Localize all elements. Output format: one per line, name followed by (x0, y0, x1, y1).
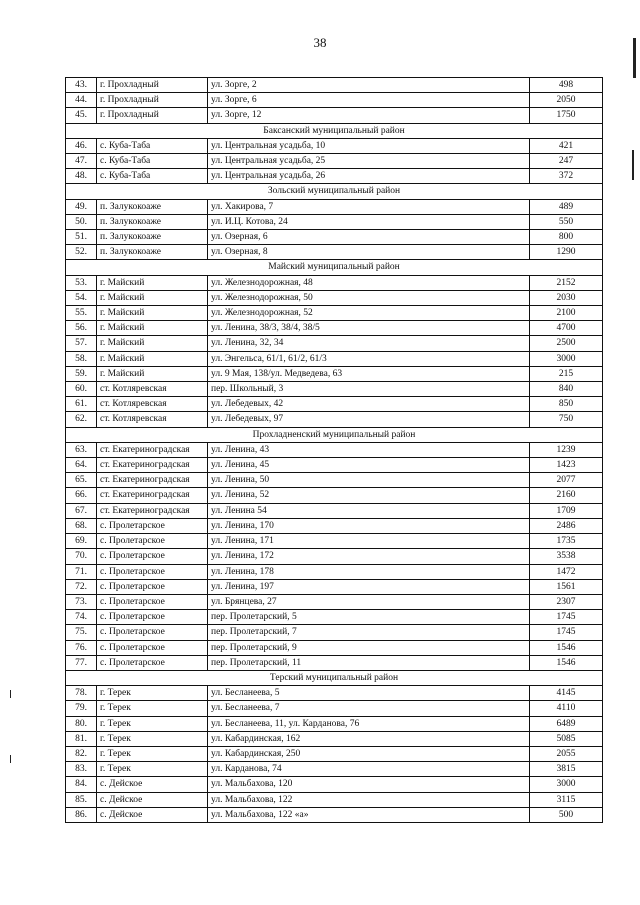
table-row (66, 199, 603, 214)
address-cell: ул. Лебедевых, 42 (208, 397, 530, 412)
value-cell: 3115 (530, 792, 603, 807)
address-cell: ул. Зорге, 6 (208, 93, 530, 108)
row-number: 59. (66, 366, 97, 381)
table-row (66, 458, 603, 473)
address-cell: ул. Ленина, 38/3, 38/4, 38/5 (208, 321, 530, 336)
row-number: 60. (66, 382, 97, 397)
value-cell: 2100 (530, 306, 603, 321)
settlement-cell: с. Пролетарское (97, 564, 208, 579)
row-number: 44. (66, 93, 97, 108)
row-number: 52. (66, 245, 97, 260)
address-cell: ул. Мальбахова, 120 (208, 777, 530, 792)
settlement-cell: с. Куба-Таба (97, 154, 208, 169)
row-number: 64. (66, 458, 97, 473)
table-row (66, 321, 603, 336)
table-row (66, 503, 603, 518)
district-header-row (66, 184, 603, 199)
address-cell: пер. Пролетарский, 5 (208, 610, 530, 625)
value-cell: 2307 (530, 594, 603, 609)
table-row (66, 655, 603, 670)
value-cell: 6489 (530, 716, 603, 731)
row-number: 48. (66, 169, 97, 184)
value-cell: 500 (530, 807, 603, 822)
settlement-cell: г. Терек (97, 731, 208, 746)
table-row (66, 336, 603, 351)
table-row (66, 245, 603, 260)
address-cell: ул. Карданова, 74 (208, 762, 530, 777)
row-number: 50. (66, 214, 97, 229)
settlement-cell: г. Майский (97, 336, 208, 351)
row-number: 83. (66, 762, 97, 777)
row-number: 62. (66, 412, 97, 427)
settlement-cell: г. Терек (97, 701, 208, 716)
row-number: 84. (66, 777, 97, 792)
row-number: 77. (66, 655, 97, 670)
value-cell: 550 (530, 214, 603, 229)
table-row (66, 397, 603, 412)
row-number: 82. (66, 746, 97, 761)
address-cell: ул. Ленина, 45 (208, 458, 530, 473)
row-number: 61. (66, 397, 97, 412)
row-number: 43. (66, 78, 97, 93)
value-cell: 850 (530, 397, 603, 412)
row-number: 53. (66, 275, 97, 290)
table-row (66, 564, 603, 579)
address-cell: ул. Брянцева, 27 (208, 594, 530, 609)
address-cell: ул. Железнодорожная, 52 (208, 306, 530, 321)
row-number: 47. (66, 154, 97, 169)
table-row (66, 382, 603, 397)
table-row (66, 366, 603, 381)
table-row (66, 594, 603, 609)
settlement-cell: с. Пролетарское (97, 518, 208, 533)
table-row (66, 701, 603, 716)
value-cell: 3000 (530, 351, 603, 366)
value-cell: 1745 (530, 625, 603, 640)
settlement-cell: г. Майский (97, 351, 208, 366)
row-number: 79. (66, 701, 97, 716)
row-number: 56. (66, 321, 97, 336)
settlement-cell: г. Майский (97, 366, 208, 381)
row-number: 55. (66, 306, 97, 321)
address-cell: ул. Бесланеева, 5 (208, 686, 530, 701)
settlement-cell: с. Дейское (97, 807, 208, 822)
address-cell: ул. Мальбахова, 122 (208, 792, 530, 807)
value-cell: 1546 (530, 655, 603, 670)
value-cell: 1745 (530, 610, 603, 625)
value-cell: 1735 (530, 534, 603, 549)
settlement-cell: ст. Екатериноградская (97, 473, 208, 488)
address-cell: ул. Ленина, 50 (208, 473, 530, 488)
value-cell: 2486 (530, 518, 603, 533)
value-cell: 1561 (530, 579, 603, 594)
address-cell: ул. Озерная, 8 (208, 245, 530, 260)
scan-edge-mark (10, 755, 11, 763)
row-number: 80. (66, 716, 97, 731)
table-row (66, 610, 603, 625)
row-number: 81. (66, 731, 97, 746)
district-header-row (66, 260, 603, 275)
table-row (66, 746, 603, 761)
settlement-cell: г. Майский (97, 321, 208, 336)
scan-edge-mark (632, 150, 634, 180)
value-cell: 1709 (530, 503, 603, 518)
row-number: 72. (66, 579, 97, 594)
address-cell: ул. Лебедевых, 97 (208, 412, 530, 427)
value-cell: 2055 (530, 746, 603, 761)
row-number: 45. (66, 108, 97, 123)
table-row (66, 518, 603, 533)
settlement-cell: с. Куба-Таба (97, 169, 208, 184)
settlement-cell: с. Пролетарское (97, 625, 208, 640)
address-cell: ул. Ленина, 43 (208, 442, 530, 457)
address-cell: ул. Центральная усадьба, 26 (208, 169, 530, 184)
settlement-cell: г. Терек (97, 762, 208, 777)
address-cell: ул. Озерная, 6 (208, 230, 530, 245)
table-row (66, 108, 603, 123)
table-row (66, 549, 603, 564)
value-cell: 4700 (530, 321, 603, 336)
address-cell: ул. Зорге, 12 (208, 108, 530, 123)
value-cell: 3538 (530, 549, 603, 564)
table-row (66, 777, 603, 792)
table-row (66, 78, 603, 93)
address-cell: ул. Железнодорожная, 48 (208, 275, 530, 290)
address-cell: ул. Кабардинская, 162 (208, 731, 530, 746)
address-cell: ул. Ленина, 52 (208, 488, 530, 503)
table-row (66, 762, 603, 777)
district-header-row (66, 427, 603, 442)
address-cell: ул. Зорге, 2 (208, 78, 530, 93)
address-cell: ул. Бесланеева, 11, ул. Карданова, 76 (208, 716, 530, 731)
settlement-cell: г. Терек (97, 746, 208, 761)
settlement-cell: г. Прохладный (97, 78, 208, 93)
settlement-cell: г. Майский (97, 290, 208, 305)
row-number: 57. (66, 336, 97, 351)
settlement-cell: ст. Екатериноградская (97, 458, 208, 473)
value-cell: 1546 (530, 640, 603, 655)
value-cell: 2500 (530, 336, 603, 351)
district-title: Терский муниципальный район (66, 670, 603, 685)
settlement-cell: с. Дейское (97, 792, 208, 807)
address-cell: ул. Ленина, 32, 34 (208, 336, 530, 351)
address-cell: пер. Пролетарский, 11 (208, 655, 530, 670)
row-number: 66. (66, 488, 97, 503)
row-number: 73. (66, 594, 97, 609)
value-cell: 215 (530, 366, 603, 381)
value-cell: 750 (530, 412, 603, 427)
address-cell: ул. Ленина, 171 (208, 534, 530, 549)
row-number: 65. (66, 473, 97, 488)
table-row (66, 169, 603, 184)
housing-registry-table (65, 77, 603, 823)
address-cell: ул. Мальбахова, 122 «а» (208, 807, 530, 822)
address-cell: ул. 9 Мая, 138/ул. Медведева, 63 (208, 366, 530, 381)
address-cell: пер. Пролетарский, 7 (208, 625, 530, 640)
value-cell: 498 (530, 78, 603, 93)
address-cell: ул. И.Ц. Котова, 24 (208, 214, 530, 229)
value-cell: 1423 (530, 458, 603, 473)
value-cell: 489 (530, 199, 603, 214)
row-number: 74. (66, 610, 97, 625)
settlement-cell: с. Пролетарское (97, 610, 208, 625)
row-number: 49. (66, 199, 97, 214)
address-cell: ул. Кабардинская, 250 (208, 746, 530, 761)
value-cell: 2077 (530, 473, 603, 488)
table-row (66, 640, 603, 655)
address-cell: пер. Пролетарский, 9 (208, 640, 530, 655)
page-number: 38 (313, 35, 327, 50)
settlement-cell: с. Пролетарское (97, 549, 208, 564)
row-number: 75. (66, 625, 97, 640)
table-row (66, 534, 603, 549)
address-cell: ул. Ленина, 178 (208, 564, 530, 579)
settlement-cell: ст. Котляревская (97, 412, 208, 427)
table-row (66, 306, 603, 321)
table-row (66, 93, 603, 108)
settlement-cell: г. Майский (97, 306, 208, 321)
row-number: 68. (66, 518, 97, 533)
settlement-cell: ст. Екатериноградская (97, 442, 208, 457)
table-row (66, 686, 603, 701)
table-row (66, 138, 603, 153)
table-row (66, 731, 603, 746)
address-cell: ул. Ленина, 170 (208, 518, 530, 533)
district-title: Зольский муниципальный район (66, 184, 603, 199)
settlement-cell: п. Залукокоаже (97, 245, 208, 260)
row-number: 51. (66, 230, 97, 245)
settlement-cell: ст. Котляревская (97, 397, 208, 412)
table-row (66, 625, 603, 640)
table-row (66, 351, 603, 366)
registry-table-body (66, 78, 603, 823)
table-row (66, 807, 603, 822)
settlement-cell: ст. Котляревская (97, 382, 208, 397)
value-cell: 1472 (530, 564, 603, 579)
value-cell: 4145 (530, 686, 603, 701)
value-cell: 2050 (530, 93, 603, 108)
address-cell: ул. Бесланеева, 7 (208, 701, 530, 716)
address-cell: ул. Центральная усадьба, 25 (208, 154, 530, 169)
settlement-cell: с. Дейское (97, 777, 208, 792)
value-cell: 5085 (530, 731, 603, 746)
settlement-cell: п. Залукокоаже (97, 199, 208, 214)
settlement-cell: п. Залукокоаже (97, 230, 208, 245)
value-cell: 247 (530, 154, 603, 169)
settlement-cell: с. Пролетарское (97, 534, 208, 549)
row-number: 69. (66, 534, 97, 549)
table-row (66, 579, 603, 594)
settlement-cell: ст. Екатериноградская (97, 503, 208, 518)
value-cell: 1290 (530, 245, 603, 260)
settlement-cell: п. Залукокоаже (97, 214, 208, 229)
district-header-row (66, 670, 603, 685)
row-number: 76. (66, 640, 97, 655)
row-number: 71. (66, 564, 97, 579)
address-cell: пер. Школьный, 3 (208, 382, 530, 397)
address-cell: ул. Хакирова, 7 (208, 199, 530, 214)
value-cell: 372 (530, 169, 603, 184)
value-cell: 800 (530, 230, 603, 245)
settlement-cell: с. Пролетарское (97, 579, 208, 594)
row-number: 85. (66, 792, 97, 807)
value-cell: 3000 (530, 777, 603, 792)
address-cell: ул. Энгельса, 61/1, 61/2, 61/3 (208, 351, 530, 366)
row-number: 78. (66, 686, 97, 701)
value-cell: 1239 (530, 442, 603, 457)
settlement-cell: г. Прохладный (97, 108, 208, 123)
row-number: 46. (66, 138, 97, 153)
address-cell: ул. Железнодорожная, 50 (208, 290, 530, 305)
district-title: Прохладненский муниципальный район (66, 427, 603, 442)
settlement-cell: г. Терек (97, 716, 208, 731)
table-row (66, 473, 603, 488)
table-row (66, 154, 603, 169)
address-cell: ул. Ленина, 197 (208, 579, 530, 594)
value-cell: 3815 (530, 762, 603, 777)
row-number: 54. (66, 290, 97, 305)
row-number: 70. (66, 549, 97, 564)
value-cell: 2152 (530, 275, 603, 290)
settlement-cell: с. Пролетарское (97, 594, 208, 609)
table-row (66, 488, 603, 503)
row-number: 67. (66, 503, 97, 518)
settlement-cell: г. Майский (97, 275, 208, 290)
table-row (66, 230, 603, 245)
district-title: Майский муниципальный район (66, 260, 603, 275)
value-cell: 2160 (530, 488, 603, 503)
settlement-cell: ст. Екатериноградская (97, 488, 208, 503)
settlement-cell: с. Куба-Таба (97, 138, 208, 153)
district-title: Баксанский муниципальный район (66, 123, 603, 138)
scan-edge-mark (633, 38, 636, 78)
settlement-cell: г. Прохладный (97, 93, 208, 108)
value-cell: 4110 (530, 701, 603, 716)
value-cell: 2030 (530, 290, 603, 305)
district-header-row (66, 123, 603, 138)
row-number: 86. (66, 807, 97, 822)
value-cell: 1750 (530, 108, 603, 123)
table-row (66, 412, 603, 427)
table-row (66, 275, 603, 290)
table-row (66, 716, 603, 731)
settlement-cell: с. Пролетарское (97, 640, 208, 655)
table-row (66, 792, 603, 807)
table-row (66, 290, 603, 305)
value-cell: 840 (530, 382, 603, 397)
scan-edge-mark (10, 690, 11, 698)
settlement-cell: с. Пролетарское (97, 655, 208, 670)
row-number: 58. (66, 351, 97, 366)
address-cell: ул. Центральная усадьба, 10 (208, 138, 530, 153)
value-cell: 421 (530, 138, 603, 153)
address-cell: ул. Ленина, 172 (208, 549, 530, 564)
settlement-cell: г. Терек (97, 686, 208, 701)
address-cell: ул. Ленина 54 (208, 503, 530, 518)
table-row (66, 442, 603, 457)
table-row (66, 214, 603, 229)
row-number: 63. (66, 442, 97, 457)
